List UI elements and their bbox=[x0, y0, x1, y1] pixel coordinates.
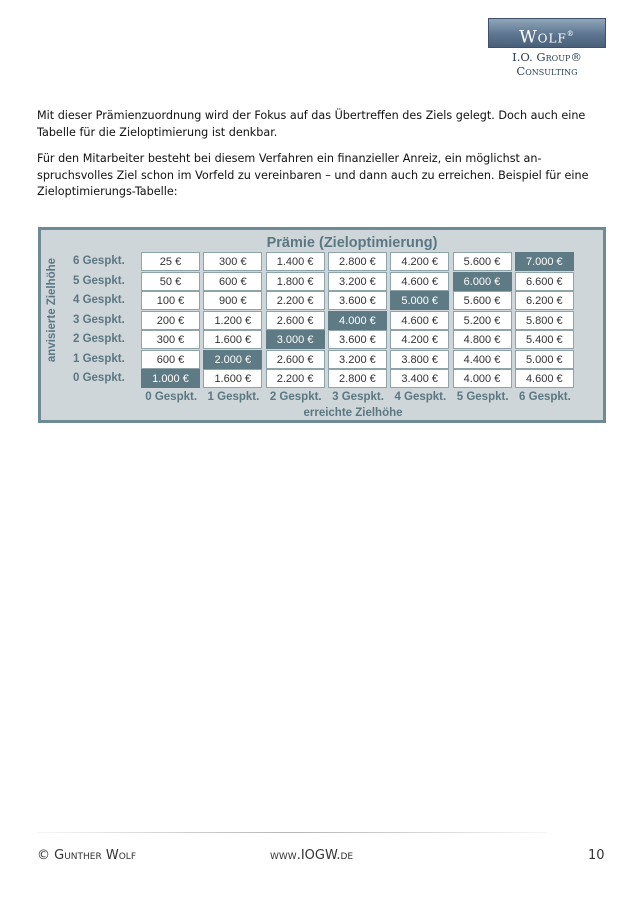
table-cell: 1.400 € bbox=[266, 252, 325, 271]
table-cell: 4.200 € bbox=[390, 330, 449, 349]
table-cell: 50 € bbox=[141, 272, 200, 291]
table-cell: 600 € bbox=[203, 272, 262, 291]
footer-copyright: © Gunther Wolf bbox=[37, 848, 136, 863]
x-axis-label: erreichte Zielhöhe bbox=[303, 407, 403, 419]
footer-divider bbox=[37, 832, 547, 833]
row-label: 6 Gespkt. bbox=[73, 255, 125, 267]
logo-wordmark: Wolf® bbox=[488, 18, 606, 48]
paragraph-example: Für den Mitarbeiter besteht bei diesem Verfahren ein finanzieller Anreiz, ein möglichst an-spruchsvolles Ziel schon im Vorfeld zu vereinbaren – und dann auch zu erreichen. Beispiel für eine Zieloptimierungs-Tabelle: bbox=[37, 152, 589, 198]
logo-line-consulting: Consulting bbox=[516, 64, 578, 78]
table-cell: 1.200 € bbox=[203, 311, 262, 330]
table-cell: 25 € bbox=[141, 252, 200, 271]
table-cell: 1.600 € bbox=[203, 330, 262, 349]
row-label: 0 Gespkt. bbox=[73, 372, 125, 384]
table-cell: 5.400 € bbox=[515, 330, 574, 349]
table-cell: 3.000 € bbox=[266, 330, 325, 349]
table-cell: 2.600 € bbox=[266, 311, 325, 330]
table-cell: 6.600 € bbox=[515, 272, 574, 291]
footer-website-link[interactable]: www.IOGW.de bbox=[270, 848, 354, 863]
table-cell: 4.400 € bbox=[453, 350, 512, 369]
table-cell: 3.200 € bbox=[328, 350, 387, 369]
table-title: Prämie (Zieloptimierung) bbox=[266, 235, 438, 251]
table-cell: 7.000 € bbox=[515, 252, 574, 271]
table-cell: 4.800 € bbox=[453, 330, 512, 349]
column-label: 4 Gespkt. bbox=[394, 391, 447, 403]
logo-line-group: I.O. Group® bbox=[512, 50, 582, 64]
table-cell: 1.600 € bbox=[203, 369, 262, 388]
table-cell: 3.600 € bbox=[328, 291, 387, 310]
table-cell: 2.200 € bbox=[266, 291, 325, 310]
row-label: 5 Gespkt. bbox=[73, 274, 125, 287]
table-cell: 900 € bbox=[203, 291, 262, 310]
table-cell: 3.400 € bbox=[390, 369, 449, 388]
table-cell: 200 € bbox=[141, 311, 200, 330]
table-cell: 5.600 € bbox=[453, 291, 512, 310]
column-label: 1 Gespkt. bbox=[207, 391, 260, 403]
table-cell: 1.000 € bbox=[141, 369, 200, 388]
table-cell: 4.600 € bbox=[390, 272, 449, 291]
row-label: 4 Gespkt. bbox=[73, 294, 125, 306]
column-label: 3 Gespkt. bbox=[332, 391, 384, 403]
table-cell: 4.000 € bbox=[453, 369, 512, 388]
company-logo bbox=[488, 18, 606, 80]
table-cell: 300 € bbox=[141, 330, 200, 349]
table-cell: 1.800 € bbox=[266, 272, 325, 291]
table-cell: 2.800 € bbox=[328, 369, 387, 388]
table-cell: 4.200 € bbox=[390, 252, 449, 271]
table-cell: 3.600 € bbox=[328, 330, 387, 349]
table-cell: 3.800 € bbox=[390, 350, 449, 369]
row-label: 1 Gespkt. bbox=[73, 352, 125, 365]
table-cell: 4.600 € bbox=[390, 311, 449, 330]
table-cell: 4.000 € bbox=[328, 311, 387, 330]
table-cell: 6.200 € bbox=[515, 291, 574, 310]
row-label: 2 Gespkt. bbox=[73, 333, 125, 345]
table-cell: 5.800 € bbox=[515, 311, 574, 330]
y-axis-label: anvisierte Zielhöhe bbox=[46, 257, 58, 363]
table-cell: 100 € bbox=[141, 291, 200, 310]
column-label: 0 Gespkt. bbox=[145, 391, 198, 403]
table-cell: 3.200 € bbox=[328, 272, 387, 291]
table-cell: 4.600 € bbox=[515, 369, 574, 388]
table-cell: 2.600 € bbox=[266, 350, 325, 369]
column-label: 2 Gespkt. bbox=[269, 391, 322, 403]
paragraph-intro: Mit dieser Prämienzuordnung wird der Fokus auf das Übertreffen des Ziels gelegt. Doch auch eine Tabelle für die Zieloptimierung ist denkbar. bbox=[37, 109, 586, 139]
table-cell: 5.200 € bbox=[453, 311, 512, 330]
table-cell: 600 € bbox=[141, 350, 200, 369]
table-cell: 300 € bbox=[203, 252, 262, 271]
row-label: 3 Gespkt. bbox=[73, 313, 125, 326]
bonus-table-figure bbox=[38, 227, 606, 423]
table-cell: 5.000 € bbox=[390, 291, 449, 310]
table-cell: 5.600 € bbox=[453, 252, 512, 271]
table-cell: 2.200 € bbox=[266, 369, 325, 388]
page-number: 10 bbox=[588, 848, 605, 863]
table-cell: 5.000 € bbox=[515, 350, 574, 369]
table-cell: 6.000 € bbox=[453, 272, 512, 291]
column-label: 5 Gespkt. bbox=[456, 391, 509, 403]
column-label: 6 Gespkt. bbox=[519, 391, 571, 403]
table-cell: 2.800 € bbox=[328, 252, 387, 271]
table-cell: 2.000 € bbox=[203, 350, 262, 369]
